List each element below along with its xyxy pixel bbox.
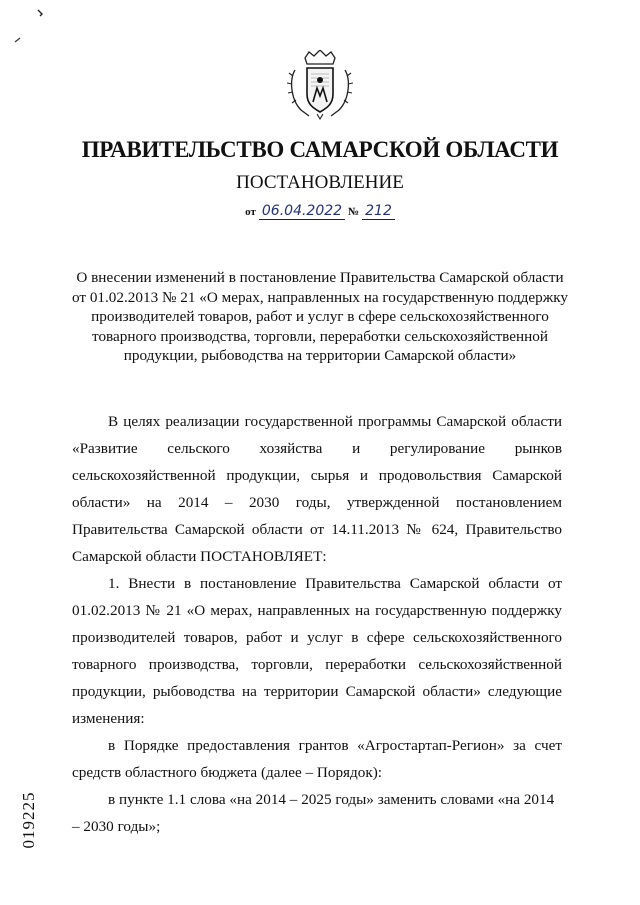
body-paragraph-item-1: 1. Внести в постановление Правительства Самарской области от 01.02.2013 № 21 «О мерах, направленных на государственную поддержку производителей товаров, работ и услуг в сфере сельскохозяйственного товарного производства, торговли, переработки сельскохозяйственной продукции, рыбоводства на территории Самарской области» следующие изменения: [72,575,562,727]
scan-speck-icon [14,36,22,44]
decree-body [72,408,562,840]
date-value: 06.04.2022 [259,203,345,220]
decree-subject: О внесении изменений в постановление Правительства Самарской области от 01.02.2013 № 21 «О мерах, направленных на государственную поддержку производителей товаров, работ и услуг в сфере сельскохозяйственного товарного производства, торговли, переработки сельскохозяйственной продукции, рыбоводства на территории Самарской области» [72,269,568,365]
document-type-title: ПОСТАНОВЛЕНИЕ [236,172,404,193]
body-paragraph-clause-1-1: в пункте 1.1 слова «на 2014 – 2025 годы» заменить словами «на 2014 – 2030 годы»; [72,791,555,835]
date-label: от [245,206,256,218]
registration-side-number [17,770,41,870]
scan-speck-icon [36,8,46,18]
decree-date-number-line [0,203,640,219]
body-paragraph-procedure: в Порядке предоставления грантов «Агростартап-Регион» за счет средств областного бюджета (далее – Порядок): [72,737,562,781]
government-title: ПРАВИТЕЛЬСТВО САМАРСКОЙ ОБЛАСТИ [81,137,559,162]
side-number-text: 019225 [19,791,38,849]
number-label: № [348,206,360,218]
body-paragraph-preamble: В целях реализации государственной программы Самарской области «Развитие сельского хозяйства и регулирование рынков сельскохозяйственной продукции, сырья и продовольствия Самарской области» на 2014 – 2030 годы, утвержденной постановлением Правительства Самарской области от 14.11.2013 № 624, Правительство Самарской области ПОСТАНОВЛЯЕТ: [72,413,562,565]
samara-coat-of-arms-icon [287,50,353,120]
number-value: 212 [362,203,395,220]
